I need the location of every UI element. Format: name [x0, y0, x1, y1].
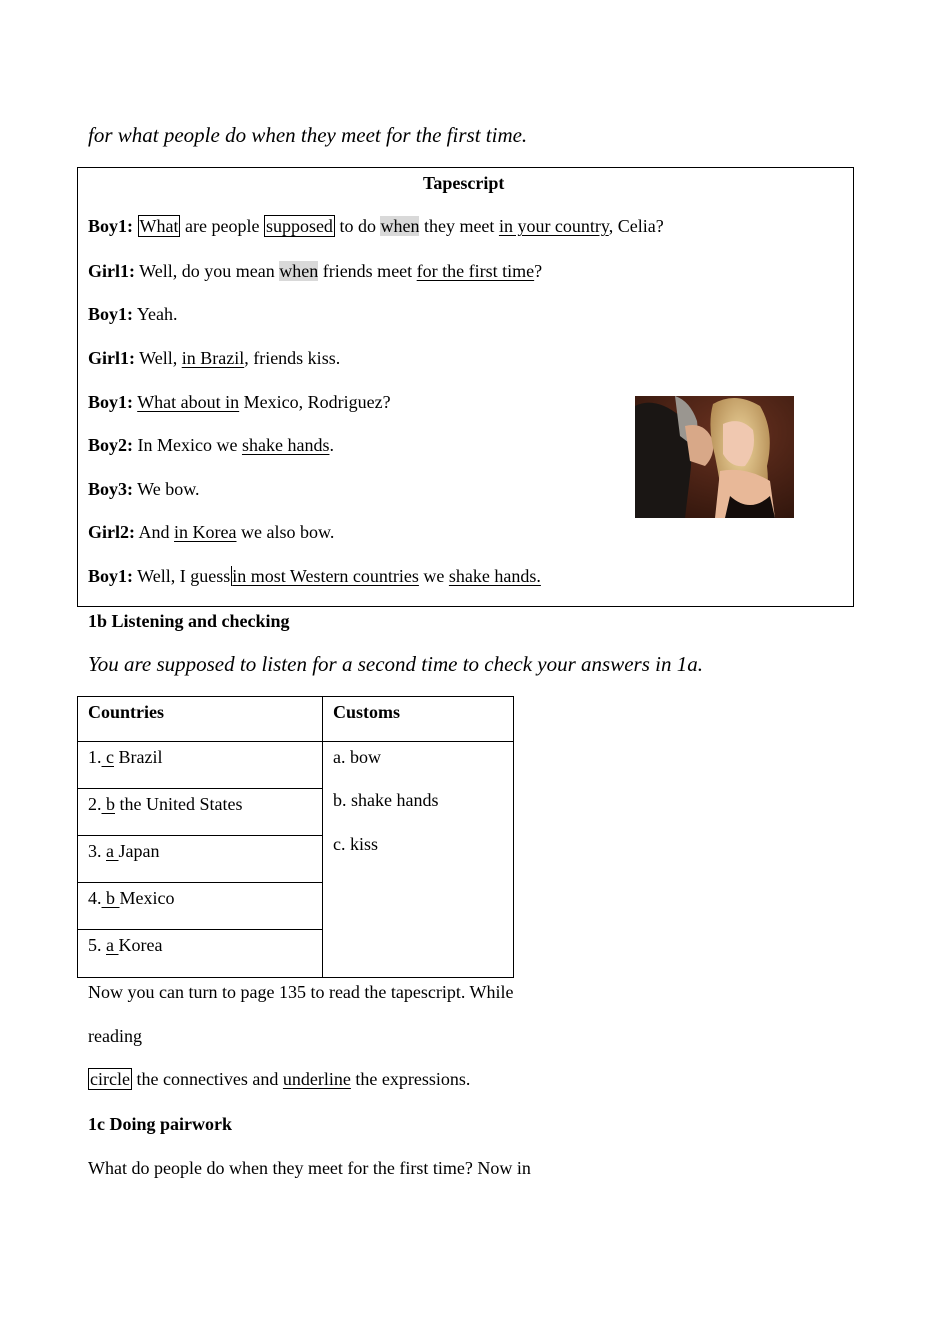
- underlined-word: underline: [282, 1069, 351, 1089]
- line-text: We bow.: [133, 479, 200, 499]
- underlined-expression: What about in: [137, 392, 240, 412]
- section-1b-instruction: You are supposed to listen for a second time to check your answers in 1a.: [88, 652, 703, 676]
- answer-letter: a: [106, 841, 119, 861]
- line-text: Well, I guess: [133, 566, 231, 586]
- tapescript-line-9: [88, 566, 541, 587]
- country-name: Korea: [118, 935, 163, 955]
- answer-letter: c: [101, 747, 114, 767]
- underlined-expression: shake hands: [241, 435, 330, 455]
- reading-line-2: reading: [88, 1026, 142, 1046]
- country-name: the United States: [115, 794, 243, 814]
- speaker-label: Boy1:: [88, 566, 133, 586]
- circled-connective: supposed: [265, 216, 333, 236]
- tapescript-line-1: [88, 216, 664, 237]
- speaker-label: Boy1:: [88, 304, 133, 324]
- line-text: we: [418, 566, 449, 586]
- line-text: .: [329, 435, 334, 455]
- custom-option-a: a. bow: [333, 747, 381, 767]
- speaker-label: Boy3:: [88, 479, 133, 499]
- custom-option-c: c. kiss: [333, 834, 378, 854]
- speaker-label: Boy1:: [88, 392, 133, 412]
- circled-connective: What: [139, 216, 179, 236]
- circled-word: circle: [90, 1069, 130, 1089]
- tapescript-line-3: [88, 304, 178, 325]
- line-text: ?: [534, 261, 543, 281]
- speaker-label: Girl1:: [88, 261, 135, 281]
- underlined-expression: in most Western countries: [232, 566, 419, 586]
- line-text: they meet: [419, 216, 499, 236]
- row-number: 1.: [88, 747, 102, 767]
- line-text: Mexico, Rodriguez?: [239, 392, 391, 412]
- tapescript-line-6: [88, 435, 334, 456]
- line-text: are people: [180, 216, 264, 236]
- line-text: the expressions.: [350, 1069, 471, 1089]
- speaker-label: Boy1:: [88, 216, 133, 236]
- tapescript-line-5: [88, 392, 391, 413]
- tapescript-line-4: [88, 348, 340, 369]
- line-text: Well, do you mean: [135, 261, 280, 281]
- line-text: friends meet: [318, 261, 417, 281]
- tapescript-line-8: [88, 522, 334, 543]
- highlighted-word: when: [279, 261, 319, 281]
- highlighted-word: when: [380, 216, 420, 236]
- section-1c-title: 1c Doing pairwork: [88, 1114, 232, 1134]
- underlined-expression: in Brazil: [181, 348, 245, 368]
- custom-option-b: b. shake hands: [333, 790, 439, 810]
- row-number: 5.: [88, 935, 106, 955]
- line-text: to do: [334, 216, 381, 236]
- table-row: [88, 747, 162, 768]
- line-text: In Mexico we: [133, 435, 242, 455]
- row-number: 2.: [88, 794, 102, 814]
- line-text: And: [135, 522, 175, 542]
- country-name: Japan: [118, 841, 160, 861]
- country-name: Brazil: [114, 747, 163, 767]
- section-1c-text: What do people do when they meet for the first time? Now in: [88, 1158, 531, 1178]
- line-text: Yeah.: [133, 304, 178, 324]
- line-text: the connectives and: [131, 1069, 283, 1089]
- line-text: , friends kiss.: [244, 348, 341, 368]
- answer-letter: b: [101, 794, 115, 814]
- table-header-customs: Customs: [333, 702, 401, 722]
- intro-line: for what people do when they meet for the first time.: [88, 123, 528, 147]
- line-text: , Celia?: [608, 216, 664, 236]
- line-text: Well,: [135, 348, 182, 368]
- country-name: Mexico: [119, 888, 175, 908]
- answer-letter: a: [106, 935, 119, 955]
- answer-letter: b: [101, 888, 120, 908]
- table-row: [88, 794, 242, 815]
- table-header-countries: Countries: [88, 702, 164, 722]
- underlined-expression: shake hands.: [448, 566, 541, 586]
- tapescript-line-2: [88, 261, 542, 282]
- line-text: we also bow.: [236, 522, 335, 542]
- speaker-label: Boy2:: [88, 435, 133, 455]
- row-number: 3.: [88, 841, 106, 861]
- reading-line-3: [88, 1069, 470, 1090]
- table-row: [88, 935, 162, 956]
- tapescript-heading: Tapescript: [423, 173, 505, 193]
- greeting-kiss-photo: [635, 396, 794, 518]
- underlined-expression: for the first time: [416, 261, 535, 281]
- speaker-label: Girl1:: [88, 348, 135, 368]
- speaker-label: Girl2:: [88, 522, 135, 542]
- section-1b-title: 1b Listening and checking: [88, 611, 290, 631]
- underlined-expression: in Korea: [174, 522, 237, 542]
- table-row: [88, 888, 174, 909]
- reading-line-1: Now you can turn to page 135 to read the tapescript. While: [88, 982, 514, 1002]
- underlined-expression: in your country: [498, 216, 609, 236]
- tapescript-line-7: [88, 479, 200, 500]
- row-number: 4.: [88, 888, 102, 908]
- table-row: [88, 841, 159, 862]
